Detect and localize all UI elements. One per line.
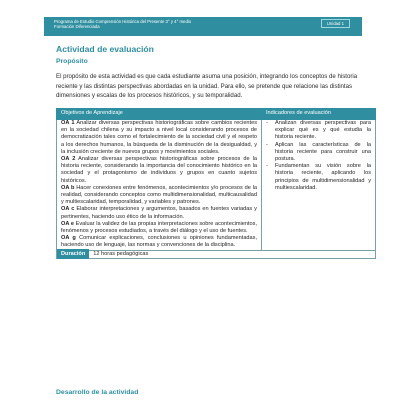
header-band [44, 17, 362, 36]
indicators-list [266, 120, 371, 192]
program-line-2: Formación Diferenciada [54, 24, 100, 30]
indicator-item: - Analizan diversas perspectivas para explicar qué es y qué estudia la historia reciente. [266, 120, 371, 142]
objective-item [61, 235, 257, 249]
objective-item [61, 185, 257, 207]
program-line-1: Programa de Estudio Comprensión Histórica del Presente 3° y 4° medio [54, 19, 192, 24]
unit-badge: Unidad 1 [321, 19, 350, 28]
duration-row [57, 250, 376, 258]
objective-text: Analizar diversas perspectivas historiográficas sobre cambios recientes en la sociedad chilena y su impacto a nivel local considerando procesos de democratización tales como el fortalecimiento de la sociedad civil y el respeto a los derechos humanos, la búsqueda de la disminución de la desigualdad, y la inclusión creciente de nuevos grupos y movimientos sociales. [61, 120, 257, 155]
purpose-heading: Propósito [56, 58, 88, 65]
page-title: Actividad de evaluación [56, 44, 154, 54]
duration-label: Duración [57, 249, 89, 259]
indicator-item: - Fundamentan su visión sobre la historia reciente, aplicando los principios de multidimensionalidad y multiescalaridad. [266, 163, 371, 192]
objective-item [61, 156, 257, 185]
objective-code: OA 2 [61, 156, 76, 163]
indicator-item: - Aplican las características de la historia reciente para construir una postura. [266, 142, 371, 164]
duration-value: 12 horas pedagógicas [93, 250, 149, 257]
indicators-cell [262, 120, 376, 251]
objectives-header: Objetivos de Aprendizaje [57, 109, 262, 120]
objective-item [61, 120, 257, 156]
program-title [54, 19, 191, 30]
objective-item [61, 221, 257, 235]
activity-development-heading: Desarrollo de la actividad [56, 389, 139, 396]
objective-text: Analizar diversas perspectivas historiográficas sobre procesos de la historia reciente, considerando la importancia del conocimiento histórico en la sociedad y el protagonismo de individuos y grupos en cuanto sujetos históricos. [61, 156, 258, 184]
purpose-text: El propósito de esta actividad es que cada estudiante asuma una posición, integrando los conceptos de historia reciente y las distintas perspectivas abordadas en la unidad. Para ello, se pretende que relacione las distintas dimensiones y escalas de los procesos históricos, y su temporalidad. [56, 73, 358, 100]
evaluation-table [56, 108, 376, 259]
objective-code: OA e [61, 220, 74, 227]
indicators-header: Indicadores de evaluación [262, 109, 376, 120]
objective-text: Evaluar la validez de las propias interpretaciones sobre acontecimientos, fenómenos y procesos estudiados, a través del diálogo y el uso de fuentes. [61, 220, 257, 235]
objective-code: OA 1 [61, 120, 75, 126]
objective-code: OA b [61, 184, 75, 191]
objective-text: Hacer conexiones entre fenómenos, acontecimientos y/o procesos de la realidad, considerando conceptos como multidimensionalidad, multicausalidad y multiescalaridad, temporalidad, y variables y patrones. [61, 184, 257, 206]
objectives-cell [57, 120, 262, 251]
objective-item [61, 206, 257, 220]
objective-code: OA c [61, 206, 75, 213]
objective-code: OA g [61, 235, 76, 242]
objective-text: Comunicar explicaciones, conclusiones u opiniones fundamentadas, haciendo uso de lenguaje, las normas y convenciones de la disciplina. [61, 235, 257, 249]
objective-text: Elaborar interpretaciones y argumentos, basados en fuentes variadas y pertinentes, haciendo uso ético de la información. [61, 206, 257, 220]
